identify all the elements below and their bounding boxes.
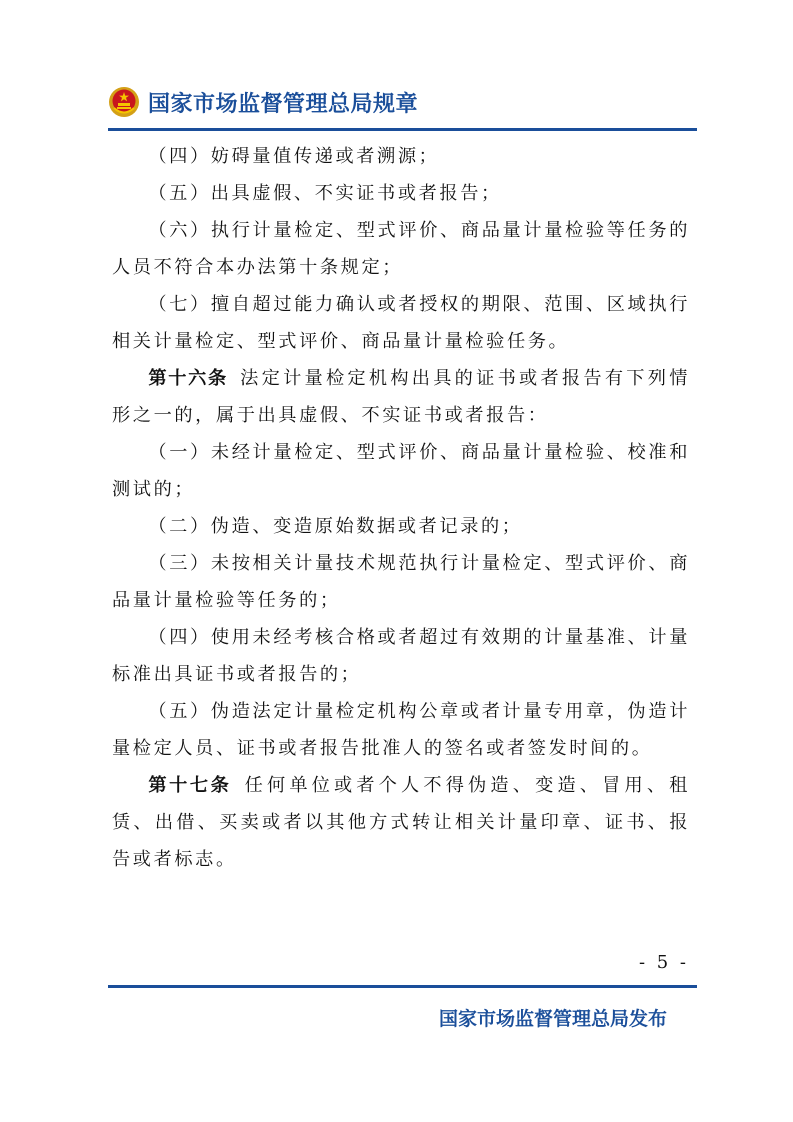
header-divider — [108, 128, 697, 131]
paragraph-text: （五）出具虚假、不实证书或者报告； — [148, 183, 502, 204]
national-emblem-icon — [108, 86, 140, 118]
paragraph-text: （六）执行计量检定、型式评价、商品量计量检验等任务的人员不符合本办法第十条规定； — [112, 220, 690, 278]
header-title: 国家市场监督管理总局规章 — [148, 91, 419, 117]
clause-paragraph — [112, 545, 690, 619]
clause-paragraph — [112, 434, 690, 508]
publisher-footer: 国家市场监督管理总局发布 — [438, 1008, 667, 1030]
paragraph-text: （二）伪造、变造原始数据或者记录的； — [148, 516, 523, 537]
article-number: 第十六条 — [148, 368, 228, 389]
paragraph-text: 任何单位或者个人不得伪造、变造、冒用、租赁、出借、买卖或者以其他方式转让相关计量印章、证书、报告或者标志。 — [112, 775, 690, 870]
paragraph-text: （三）未按相关计量技术规范执行计量检定、型式评价、商品量计量检验等任务的； — [112, 553, 690, 611]
paragraph-text: （七）擅自超过能力确认或者授权的期限、范围、区域执行相关计量检定、型式评价、商品量计量检验任务。 — [112, 294, 690, 352]
clause-paragraph — [112, 286, 690, 360]
paragraph-text: （四）妨碍量值传递或者溯源； — [148, 146, 440, 167]
clause-paragraph — [112, 693, 690, 767]
article-paragraph — [112, 360, 690, 434]
clause-paragraph — [112, 175, 690, 212]
footer-divider — [108, 985, 697, 988]
page-number: - 5 - — [638, 952, 689, 973]
paragraph-text: （一）未经计量检定、型式评价、商品量计量检验、校准和测试的； — [112, 442, 690, 500]
clause-paragraph — [112, 138, 690, 175]
paragraph-text: （四）使用未经考核合格或者超过有效期的计量基准、计量标准出具证书或者报告的； — [112, 627, 690, 685]
clause-paragraph — [112, 212, 690, 286]
document-body — [112, 138, 690, 878]
document-header — [108, 82, 418, 122]
clause-paragraph — [112, 619, 690, 693]
clause-paragraph — [112, 508, 690, 545]
paragraph-text: 法定计量检定机构出具的证书或者报告有下列情形之一的，属于出具虚假、不实证书或者报告： — [112, 368, 690, 426]
article-paragraph — [112, 767, 690, 878]
article-number: 第十七条 — [148, 775, 232, 796]
paragraph-text: （五）伪造法定计量检定机构公章或者计量专用章，伪造计量检定人员、证书或者报告批准人的签名或者签发时间的。 — [112, 701, 690, 759]
